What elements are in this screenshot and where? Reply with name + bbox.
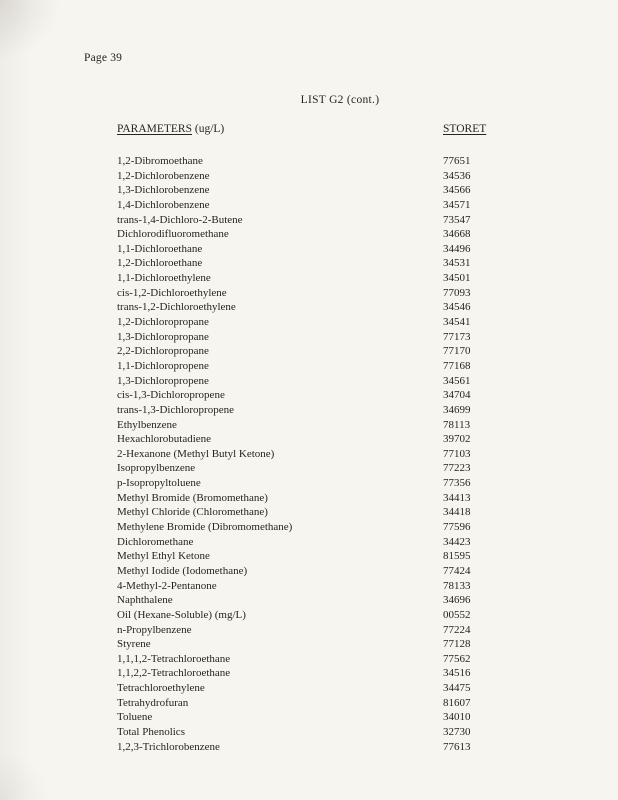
table-row bbox=[117, 286, 537, 301]
table-row bbox=[117, 359, 537, 374]
table-row bbox=[117, 256, 537, 271]
storet-cell: 77168 bbox=[443, 359, 471, 372]
parameter-cell: Hexachlorobutadiene bbox=[117, 433, 212, 446]
parameter-cell: Methyl Bromide (Bromomethane) bbox=[117, 491, 268, 504]
table-row bbox=[117, 403, 537, 418]
storet-cell: 32730 bbox=[443, 725, 471, 738]
parameter-cell: 1,2-Dichlorobenzene bbox=[117, 169, 210, 182]
parameter-cell: Oil (Hexane-Soluble) (mg/L) bbox=[117, 608, 246, 621]
storet-cell: 34561 bbox=[443, 374, 471, 387]
table-row bbox=[117, 535, 537, 550]
table-row bbox=[117, 564, 537, 579]
storet-cell: 77424 bbox=[443, 564, 471, 577]
parameter-cell: Ethylbenzene bbox=[117, 418, 177, 431]
page-number: Page 39 bbox=[84, 52, 123, 64]
storet-cell: 34536 bbox=[443, 169, 471, 182]
parameter-cell: 2,2-Dichloropropane bbox=[117, 345, 209, 358]
parameter-cell: cis-1,3-Dichloropropene bbox=[117, 389, 225, 402]
parameter-cell: 1,1,2,2-Tetrachloroethane bbox=[117, 667, 231, 680]
parameter-cell: Methyl Chloride (Chloromethane) bbox=[117, 506, 268, 519]
parameter-cell: Toluene bbox=[117, 711, 153, 724]
storet-cell: 78133 bbox=[443, 579, 471, 592]
parameter-cell: p-Isopropyltoluene bbox=[117, 477, 201, 490]
parameter-cell: 1,2-Dichloropropane bbox=[117, 316, 209, 329]
storet-cell: 77128 bbox=[443, 638, 471, 651]
storet-cell: 34501 bbox=[443, 272, 471, 285]
storet-cell: 77093 bbox=[443, 286, 471, 299]
table-row bbox=[117, 198, 537, 213]
storet-cell: 77223 bbox=[443, 462, 471, 475]
table-row bbox=[117, 330, 537, 345]
parameters-column-header bbox=[117, 123, 224, 135]
storet-cell: 77356 bbox=[443, 477, 471, 490]
table-row bbox=[117, 213, 537, 228]
storet-cell: 77562 bbox=[443, 652, 471, 665]
storet-cell: 77224 bbox=[443, 623, 471, 636]
storet-cell: 34423 bbox=[443, 535, 471, 548]
parameters-header-unit: (ug/L) bbox=[192, 123, 225, 135]
table-row bbox=[117, 549, 537, 564]
table-row bbox=[117, 315, 537, 330]
storet-cell: 81595 bbox=[443, 550, 471, 563]
storet-column-header: STORET bbox=[443, 123, 487, 135]
table-row bbox=[117, 520, 537, 535]
parameters-header-label: PARAMETERS bbox=[117, 123, 192, 135]
storet-cell: 77613 bbox=[443, 740, 471, 753]
table-row bbox=[117, 300, 537, 315]
table-row bbox=[117, 388, 537, 403]
table-row bbox=[117, 154, 537, 169]
storet-cell: 78113 bbox=[443, 418, 471, 431]
storet-cell: 77170 bbox=[443, 345, 471, 358]
table-header-row bbox=[117, 123, 537, 138]
storet-cell: 34475 bbox=[443, 682, 471, 695]
parameter-cell: cis-1,2-Dichloroethylene bbox=[117, 286, 227, 299]
table-row bbox=[117, 696, 537, 711]
parameters-table bbox=[117, 123, 537, 754]
parameter-cell: 1,3-Dichloropropene bbox=[117, 374, 209, 387]
storet-cell: 77173 bbox=[443, 330, 471, 343]
parameter-cell: n-Propylbenzene bbox=[117, 623, 192, 636]
parameter-cell: 1,2-Dibromoethane bbox=[117, 155, 203, 167]
storet-cell: 34668 bbox=[443, 228, 471, 241]
table-row bbox=[117, 740, 537, 755]
table-row bbox=[117, 169, 537, 184]
table-row bbox=[117, 374, 537, 389]
parameter-cell: Dichlorodifluoromethane bbox=[117, 228, 229, 241]
parameter-cell: Methyl Ethyl Ketone bbox=[117, 550, 210, 563]
parameter-cell: 1,1,1,2-Tetrachloroethane bbox=[117, 652, 231, 665]
storet-cell: 34696 bbox=[443, 594, 471, 607]
parameter-cell: 1,1-Dichloropropene bbox=[117, 359, 209, 372]
parameter-cell: Naphthalene bbox=[117, 594, 173, 607]
storet-cell: 34010 bbox=[443, 711, 471, 724]
parameter-cell: Dichloromethane bbox=[117, 535, 194, 548]
storet-cell: 34699 bbox=[443, 403, 471, 416]
parameter-cell: Tetrachloroethylene bbox=[117, 682, 205, 695]
table-row bbox=[117, 344, 537, 359]
storet-cell: 34413 bbox=[443, 491, 471, 504]
storet-cell: 34704 bbox=[443, 389, 471, 402]
table-row bbox=[117, 681, 537, 696]
table-row bbox=[117, 242, 537, 257]
table-row bbox=[117, 710, 537, 725]
storet-cell: 39702 bbox=[443, 433, 471, 446]
parameter-cell: 1,3-Dichlorobenzene bbox=[117, 184, 210, 197]
table-row bbox=[117, 183, 537, 198]
table-body bbox=[117, 154, 537, 754]
parameter-cell: 1,2,3-Trichlorobenzene bbox=[117, 740, 220, 753]
parameter-cell: Styrene bbox=[117, 638, 151, 651]
parameter-cell: Total Phenolics bbox=[117, 725, 185, 738]
parameter-cell: 1,3-Dichloropropane bbox=[117, 330, 209, 343]
storet-cell: 34566 bbox=[443, 184, 471, 197]
parameter-cell: trans-1,3-Dichloropropene bbox=[117, 403, 234, 416]
table-row bbox=[117, 652, 537, 667]
table-row bbox=[117, 418, 537, 433]
storet-cell: 73547 bbox=[443, 213, 471, 226]
parameter-cell: Isopropylbenzene bbox=[117, 462, 196, 475]
table-row bbox=[117, 432, 537, 447]
table-row bbox=[117, 608, 537, 623]
parameter-cell: 1,1-Dichloroethylene bbox=[117, 272, 211, 285]
parameter-cell: 2-Hexanone (Methyl Butyl Ketone) bbox=[117, 447, 275, 460]
table-row bbox=[117, 637, 537, 652]
table-row bbox=[117, 623, 537, 638]
storet-cell: 77651 bbox=[443, 155, 471, 167]
table-row bbox=[117, 593, 537, 608]
table-row bbox=[117, 666, 537, 681]
parameter-cell: Methylene Bromide (Dibromomethane) bbox=[117, 521, 293, 534]
parameter-cell: 1,2-Dichloroethane bbox=[117, 257, 203, 270]
parameter-cell: Methyl Iodide (Iodomethane) bbox=[117, 564, 248, 577]
storet-cell: 81607 bbox=[443, 696, 471, 709]
parameter-cell: 1,1-Dichloroethane bbox=[117, 242, 203, 255]
parameter-cell: trans-1,2-Dichloroethylene bbox=[117, 301, 236, 314]
storet-cell: 34546 bbox=[443, 301, 471, 314]
table-row bbox=[117, 491, 537, 506]
parameter-cell: 4-Methyl-2-Pentanone bbox=[117, 579, 217, 592]
table-row bbox=[117, 476, 537, 491]
table-row bbox=[117, 271, 537, 286]
storet-cell: 34541 bbox=[443, 316, 471, 329]
parameter-cell: trans-1,4-Dichloro-2-Butene bbox=[117, 213, 243, 226]
storet-cell: 77596 bbox=[443, 521, 471, 534]
table-row bbox=[117, 447, 537, 462]
storet-cell: 00552 bbox=[443, 608, 471, 621]
storet-cell: 34571 bbox=[443, 198, 471, 211]
parameter-cell: 1,4-Dichlorobenzene bbox=[117, 198, 210, 211]
storet-cell: 34496 bbox=[443, 242, 471, 255]
table-row bbox=[117, 725, 537, 740]
table-row bbox=[117, 579, 537, 594]
storet-cell: 34418 bbox=[443, 506, 471, 519]
table-row bbox=[117, 461, 537, 476]
storet-cell: 77103 bbox=[443, 447, 471, 460]
parameter-cell: Tetrahydrofuran bbox=[117, 696, 189, 709]
table-row bbox=[117, 505, 537, 520]
storet-cell: 34516 bbox=[443, 667, 471, 680]
document-heading: LIST G2 (cont.) bbox=[300, 94, 380, 106]
storet-cell: 34531 bbox=[443, 257, 471, 270]
table-row bbox=[117, 227, 537, 242]
